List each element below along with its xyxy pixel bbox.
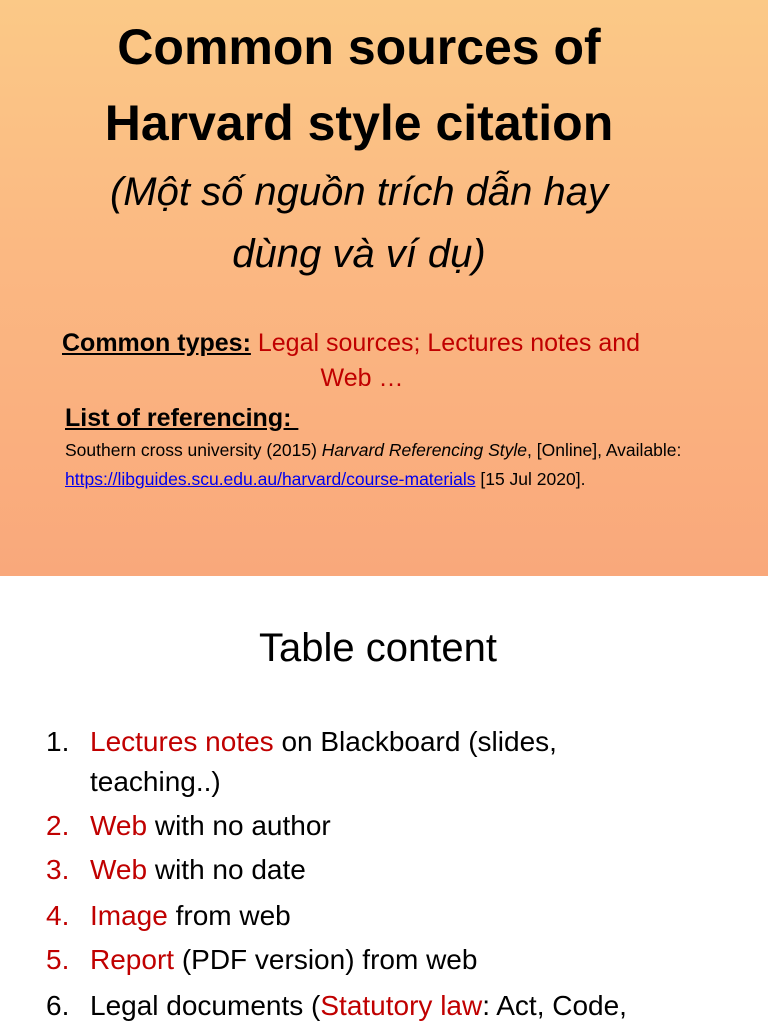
reference-title: Harvard Referencing Style: [321, 440, 528, 460]
list-item-highlight: Lectures notes: [90, 726, 274, 757]
list-item-text: [90, 940, 477, 980]
reference-entry: [65, 436, 705, 494]
list-item-number: 2.: [46, 810, 70, 841]
list-item-number: 3.: [46, 854, 70, 885]
common-types-line: [62, 329, 640, 358]
list-item-text: [90, 850, 306, 890]
common-types-value-continued: Web …: [320, 364, 404, 392]
slide-subtitle-line-1: (Một số nguồn trích dẫn hay: [109, 170, 609, 214]
list-item-rest: with no date: [147, 854, 306, 885]
common-types-value: Legal sources; Lectures notes and: [250, 329, 641, 357]
list-item-highlight: Statutory law: [320, 990, 483, 1021]
reference-online-available: , [Online], Available:: [527, 440, 682, 460]
slide-title-line-2: Harvard style citation: [104, 95, 614, 151]
list-item-highlight: Web: [90, 810, 148, 841]
list-item-highlight: Image: [90, 900, 168, 931]
list-item-rest: (PDF version) from web: [174, 944, 478, 975]
list-item-text-continued: teaching..): [90, 766, 221, 797]
list-item-number: 4.: [46, 900, 70, 931]
slide-subtitle-line-2: dùng và ví dụ): [232, 232, 486, 276]
list-item-rest: with no author: [147, 810, 331, 841]
list-item-text: [90, 896, 291, 936]
list-item-number: 6.: [46, 990, 70, 1021]
list-item-rest: on Blackboard (slides,: [273, 726, 557, 757]
list-item-highlight: Report: [90, 944, 175, 975]
list-item-text: [90, 986, 627, 1026]
list-item-number: 1.: [46, 726, 70, 757]
list-item-rest: : Act, Code,: [482, 990, 627, 1021]
table-content-title: Table content: [259, 626, 497, 670]
reference-access-date: [15 Jul 2020].: [475, 469, 586, 489]
slide-title-line-1: Common sources of: [117, 19, 601, 75]
reference-author-year: Southern cross university (2015): [65, 440, 322, 460]
list-item-rest: from web: [167, 900, 291, 931]
list-item-text: [90, 806, 331, 846]
common-types-label: Common types:: [62, 329, 251, 357]
list-of-referencing-heading: List of referencing:: [65, 404, 299, 432]
list-item-pre: Legal documents (: [90, 990, 321, 1021]
list-item-number: 5.: [46, 944, 70, 975]
reference-url-link[interactable]: https://libguides.scu.edu.au/harvard/course-materials: [65, 469, 476, 489]
list-item-highlight: Web: [90, 854, 148, 885]
list-item-text: [90, 722, 557, 762]
